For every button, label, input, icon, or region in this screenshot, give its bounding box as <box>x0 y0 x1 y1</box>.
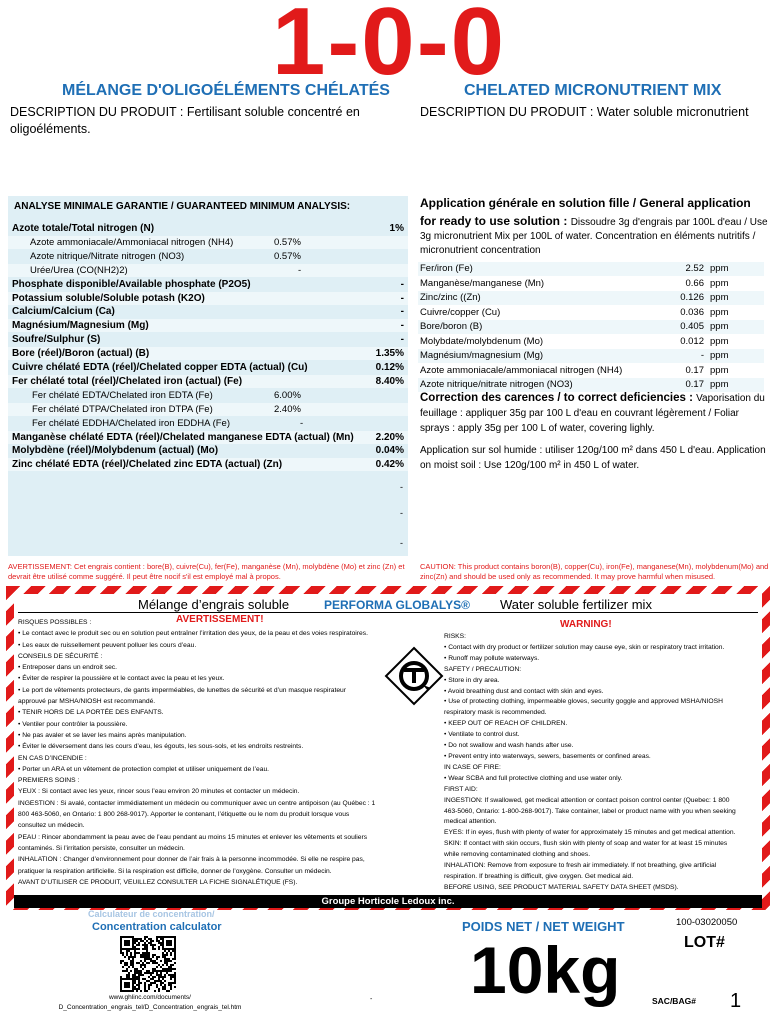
toxic-hazard-icon <box>384 646 444 706</box>
analysis-row <box>8 222 408 235</box>
analysis-dash-2: - <box>400 508 403 518</box>
safety-line: INGESTION : Si avalé, contacter immédiatement un médecin ou communiquer avec un centre antipoison (au Québec : 1 <box>18 799 376 807</box>
ppm-value: 0.66 <box>685 277 704 289</box>
correction-line3: sprays : apply 35g per 100 L of water, covering lighly. <box>420 423 655 434</box>
bottom-dash: - <box>370 996 373 1003</box>
analysis-label: Molybdène (réel)/Molybdenum (actual) (Mo) <box>12 445 219 457</box>
ppm-row <box>418 349 764 363</box>
ppm-unit: ppm <box>710 350 729 361</box>
analysis-row <box>8 347 408 360</box>
ppm-value: 0.012 <box>680 335 704 347</box>
analysis-value: - <box>400 306 404 318</box>
analysis-sub-value: 6.00% <box>274 389 301 401</box>
safety-line: INHALATION : Changer d’environnement pour donner de l’air frais à la personne incommodée. Si elle ne respire pas, <box>18 856 365 864</box>
analysis-value: 0.04% <box>375 445 404 457</box>
net-weight-label: POIDS NET / NET WEIGHT <box>462 919 625 934</box>
safety-line: • Avoid breathing dust and contact with skin and eyes. <box>444 687 604 695</box>
analysis-value: - <box>400 334 404 346</box>
company-footer: Groupe Horticole Ledoux inc. <box>14 895 762 908</box>
analysis-sub-value: 2.40% <box>274 403 301 415</box>
safety-line: contaminés. Si l’irritation persiste, consulter un médecin. <box>18 844 185 852</box>
product-title-fr: MÉLANGE D'OLIGOÉLÉMENTS CHÉLATÉS <box>62 82 390 99</box>
ppm-row <box>418 378 764 392</box>
analysis-row <box>8 319 408 332</box>
ppm-unit: ppm <box>710 364 729 376</box>
safety-line: PEAU : Rincer abondamment la peau avec de l’eau pendant au moins 15 minutes et enlever les vêtements et souliers <box>18 833 368 841</box>
safety-line: • Ventiler pour contrôler la poussière. <box>18 720 128 728</box>
analysis-row <box>8 389 408 402</box>
analysis-row <box>8 278 408 291</box>
safety-line: • Éviter de respirer la poussière et le contact avec la peau et les yeux. <box>18 675 225 683</box>
safety-line: • Ne pas avaler et se laver les mains après manipulation. <box>18 731 187 739</box>
ppm-value: 0.405 <box>680 321 704 332</box>
calculator-label: Concentration calculator <box>92 921 222 933</box>
ppm-unit: ppm <box>710 321 729 332</box>
safety-line: respiration. If breathing is difficult, give oxygen. Get medical aid. <box>444 872 634 880</box>
calculator-url-line1[interactable]: www.ghlinc.com/documents/ <box>108 994 191 1001</box>
ppm-label: Bore/boron (B) <box>420 321 483 332</box>
product-code: 100-03020050 <box>676 917 738 928</box>
safety-line: approuvé par MSHA/NIOSH est recommandé. <box>18 698 156 706</box>
ppm-row <box>418 364 764 378</box>
description-fr-line1: DESCRIPTION DU PRODUIT : Fertilisant soluble concentré en <box>10 105 360 119</box>
analysis-value: 0.42% <box>375 459 404 471</box>
correction-line2: feuillage : appliquer 35g par 100 L d'eau en couvrant légèrement / Foliar <box>420 408 739 419</box>
analysis-label: Urée/Urea (CO(NH2)2) <box>30 264 128 276</box>
correction-text: Vaporisation du <box>696 393 765 404</box>
safety-line: • Runoff may pollute waterways. <box>444 654 540 662</box>
analysis-row <box>8 375 408 388</box>
safety-line: RISQUES POSSIBLES : <box>18 619 92 626</box>
safety-line: • Les eaux de ruissellement peuvent polluer les cours d’eau. <box>18 641 197 649</box>
analysis-label: Bore (réel)/Boron (actual) (B) <box>12 348 150 360</box>
correction-heading: Correction des carences / to correct deficiencies : <box>420 392 697 404</box>
analysis-label: Cuivre chélaté EDTA (réel)/Chelated copper EDTA (actual) (Cu) <box>12 362 308 373</box>
application-dose-fr: Dissoudre 3g d'engrais par 100L d'eau / Use <box>570 217 768 228</box>
ppm-value: 0.17 <box>685 364 704 376</box>
ppm-label: Molybdate/molybdenum (Mo) <box>420 335 544 347</box>
analysis-row <box>8 361 408 374</box>
application-heading-line2 <box>420 214 768 228</box>
safety-line: IN CASE OF FIRE: <box>444 763 501 771</box>
safety-line: YEUX : Si contact avec les yeux, rincer sous l’eau environ 20 minutes et contacter un médecin. <box>18 788 300 796</box>
analysis-row <box>8 305 408 318</box>
safety-line: • Store in dry area. <box>444 676 500 684</box>
safety-line: INHALATION: Remove from exposure to fresh air immediately. If not breathing, give artificial <box>444 862 717 870</box>
analysis-value: 1% <box>389 223 404 234</box>
analysis-row <box>8 444 408 457</box>
safety-line: • Contact with dry product or fertilizer solution may cause eye, skin or respiratory tract irritation. <box>444 643 725 651</box>
warning-fr-line2: devrait être utilisé comme suggéré. Il peut être nocif s'il est employé mal à propos. <box>8 572 281 581</box>
safety-line: • Porter un ARA et un vêtement de protection complet et utiliser uniquement de l’eau. <box>18 765 270 773</box>
warning-fr-line1: AVERTISSEMENT: Cet engrais contient : bore(B), cuivre(Cu), fer(Fe), manganèse (Mn), molybdène (Mo) et zinc (Zn) et <box>8 562 405 571</box>
safety-line: EN CAS D’INCENDIE : <box>18 754 87 762</box>
analysis-value: 8.40% <box>375 375 404 387</box>
caution-en-line2: zinc(Zn) and should be used only as recommended. It may prove harmful when misused. <box>420 572 716 581</box>
analysis-row <box>8 431 408 444</box>
analysis-value: - <box>400 292 404 304</box>
safety-line: • Wear SCBA and full protective clothing and use water only. <box>444 774 623 782</box>
analysis-value: - <box>400 320 404 332</box>
analysis-label: Magnésium/Magnesium (Mg) <box>12 320 149 332</box>
safety-line: INGESTION: If swallowed, get medical attention or contact poison control center (Quebec: 1 800 <box>444 796 730 804</box>
analysis-label: Fer chélaté EDTA/Chelated iron EDTA (Fe) <box>32 389 213 401</box>
ppm-unit: ppm <box>710 277 729 289</box>
safety-line: AVANT D’UTILISER CE PRODUIT, VEUILLEZ CONSULTER LA FICHE SIGNALÉTIQUE (FS). <box>18 878 298 886</box>
analysis-label: Phosphate disponible/Available phosphate (P2O5) <box>12 278 251 290</box>
analysis-value: 0.12% <box>375 362 404 373</box>
analysis-label: Potassium soluble/Soluble potash (K2O) <box>12 292 205 304</box>
ppm-value: - <box>700 350 704 361</box>
soil-line2: on moist soil : Use 120g/100 m² in 450 L of water. <box>420 460 640 471</box>
safety-line: 800 463-5060, en Ontario: 1 800 268-9017). Apporter le contenant, l’étiquette ou le nom du produit lorsque vous <box>18 811 350 819</box>
warning-title-fr: AVERTISSEMENT! <box>176 614 264 625</box>
safety-text-en <box>444 632 736 894</box>
bag-number: 1 <box>730 990 742 1012</box>
qr-code-icon[interactable] <box>120 936 176 992</box>
application-heading-bold: for ready to use solution : <box>420 214 571 228</box>
safety-line: CONSEILS DE SÉCURITÉ : <box>18 652 103 660</box>
analysis-dash-3: - <box>400 538 403 548</box>
analysis-row <box>8 292 408 305</box>
ppm-label: Azote nitrique/nitrate nitrogen (NO3) <box>420 379 573 390</box>
product-title-en: CHELATED MICRONUTRIENT MIX <box>464 82 722 99</box>
analysis-sub-value: 0.57% <box>274 250 301 262</box>
ppm-label: Fer/iron (Fe) <box>420 263 473 274</box>
safety-line: medical attention. <box>444 818 497 826</box>
analysis-heading: ANALYSE MINIMALE GARANTIE / GUARANTEED MINIMUM ANALYSIS: <box>14 201 351 212</box>
safety-line: • Entreposer dans un endroit sec. <box>18 664 117 672</box>
safety-line: BEFORE USING, SEE PRODUCT MATERIAL SAFETY DATA SHEET (MSDS). <box>444 883 679 891</box>
application-heading-line1: Application générale en solution fille / General application <box>420 196 751 210</box>
analysis-label: Fer chélaté DTPA/Chelated iron DTPA (Fe) <box>32 403 213 415</box>
ppm-row <box>418 320 764 334</box>
analysis-label: Soufre/Sulphur (S) <box>12 334 101 346</box>
analysis-value: 1.35% <box>375 348 404 360</box>
safety-line: • Use of protecting clothing, impermeable gloves, security goggle and approved MSHA/NIOSH <box>444 698 723 706</box>
analysis-sub-value: 0.57% <box>274 236 301 248</box>
analysis-row <box>8 417 408 430</box>
safety-line: consultez un médecin. <box>18 822 85 830</box>
safety-line: while removing contaminated clothing and shoes. <box>444 851 591 859</box>
calculator-url-line2[interactable]: D_Concentration_engrais_tel/D_Concentration_engrais_tel.htm <box>58 1004 242 1011</box>
analysis-row <box>8 403 408 416</box>
lot-label: LOT# <box>684 934 725 951</box>
ppm-row <box>418 262 764 276</box>
ppm-unit: ppm <box>710 306 729 318</box>
analysis-row <box>8 264 408 277</box>
analysis-sub-value: - <box>300 417 304 429</box>
brand-name: PERFORMA GLOBALYS® <box>324 598 470 612</box>
safety-title-en: Water soluble fertilizer mix <box>500 597 652 612</box>
description-fr-line2: oligoéléments. <box>10 122 91 136</box>
analysis-label: Fer chélaté total (réel)/Chelated iron (actual) (Fe) <box>12 375 243 387</box>
safety-line: SKIN: If contact with skin occurs, flush skin with plenty of soap and water for at least 15 minutes <box>444 840 728 848</box>
analysis-label: Manganèse chélaté EDTA (réel)/Chelated manganese EDTA (actual) (Mn) <box>12 431 354 443</box>
application-line4: micronutrient concentration <box>420 245 541 256</box>
safety-line: PREMIERS SOINS : <box>18 777 80 785</box>
safety-line: RISKS: <box>444 633 466 640</box>
safety-line: • Le port de vêtements protecteurs, de gants imperméables, de lunettes de sécurité et d’un masque respirateur <box>18 686 346 694</box>
net-weight-value: 10kg <box>470 933 621 1007</box>
ppm-unit: ppm <box>710 379 729 390</box>
analysis-row <box>8 333 408 346</box>
analysis-row <box>8 458 408 471</box>
bag-label: SAC/BAG# <box>652 996 696 1006</box>
ppm-unit: ppm <box>710 292 729 303</box>
ppm-label: Magnésium/magnesium (Mg) <box>420 350 544 361</box>
safety-line: 463-5060, Ontario: 1-800-268-9017). Take container, label or product name with you when seeking <box>444 807 736 815</box>
safety-line: FIRST AID: <box>444 785 478 793</box>
safety-line: respiratory mask is recommended. <box>444 709 547 717</box>
analysis-dash-1: - <box>400 482 403 492</box>
analysis-sub-value: - <box>298 264 302 276</box>
ppm-value: 0.17 <box>685 379 704 390</box>
analysis-label: Fer chélaté EDDHA/Chelated iron EDDHA (Fe) <box>32 417 230 429</box>
safety-line: • Do not swallow and wash hands after use. <box>444 742 574 750</box>
ppm-label: Zinc/zinc ((Zn) <box>420 292 481 303</box>
description-en: DESCRIPTION DU PRODUIT : Water soluble micronutrient <box>420 105 749 119</box>
analysis-label: Calcium/Calcium (Ca) <box>12 306 115 318</box>
safety-line: • Éviter le déversement dans les cours d’eau, les égouts, les sous-sols, et les endroits restreints. <box>18 743 304 751</box>
safety-divider <box>18 612 758 613</box>
analysis-label: Azote ammoniacale/Ammoniacal nitrogen (NH4) <box>30 236 234 248</box>
ppm-unit: ppm <box>710 335 729 347</box>
ppm-row <box>418 277 764 291</box>
caution-en-line1: CAUTION: This product contains boron(B), copper(Cu), iron(Fe), manganese(Mn), molybdenum(Mo) and <box>420 562 769 571</box>
analysis-label: Azote nitrique/Nitrate nitrogen (NO3) <box>30 250 185 262</box>
analysis-row <box>8 250 408 263</box>
calculator-faded-label: Calculateur de concentration/ <box>88 909 215 919</box>
ppm-label: Manganèse/manganese (Mn) <box>420 277 545 289</box>
safety-line: • KEEP OUT OF REACH OF CHILDREN. <box>444 720 568 728</box>
ppm-value: 0.036 <box>680 306 704 318</box>
safety-line: • Prevent entry into waterways, sewers, basements or confined areas. <box>444 752 651 760</box>
analysis-label: Zinc chélaté EDTA (réel)/Chelated zinc EDTA (actual) (Zn) <box>12 459 283 471</box>
correction-line1 <box>420 392 765 404</box>
analysis-value: - <box>400 278 404 290</box>
application-line3: 3g micronutrient Mix per 100L of water. Concentration en éléments nutritifs / <box>420 231 756 242</box>
safety-text-fr <box>18 617 375 888</box>
safety-line: EYES: If in eyes, flush with plenty of water for approximately 15 minutes and get medical attention. <box>444 829 736 837</box>
ppm-unit: ppm <box>710 263 729 274</box>
ppm-value: 0.126 <box>680 292 704 303</box>
safety-line: pratiquer la respiration artificielle. Si la respiration est difficile, donner de l’oxygène. Consulter un médecin. <box>18 867 332 875</box>
safety-title-fr: Mélange d’engrais soluble <box>138 597 290 612</box>
warning-title-en: WARNING! <box>560 619 612 630</box>
analysis-value: 2.20% <box>375 431 404 443</box>
safety-line: • TENIR HORS DE LA PORTÉE DES ENFANTS. <box>18 709 164 717</box>
ppm-label: Azote ammoniacale/ammoniacal nitrogen (NH4) <box>420 364 623 376</box>
analysis-label: Azote totale/Total nitrogen (N) <box>12 223 155 234</box>
soil-line1: Application sur sol humide : utiliser 120g/100 m² dans 450 L d'eau. Application <box>420 445 766 456</box>
safety-line: SAFETY / PRECAUTION: <box>444 665 522 673</box>
analysis-row <box>8 236 408 249</box>
ppm-row <box>418 335 764 349</box>
safety-line: • Ventilate to control dust. <box>444 731 520 739</box>
ppm-row <box>418 291 764 305</box>
ppm-value: 2.52 <box>685 263 704 274</box>
ppm-label: Cuivre/copper (Cu) <box>420 306 501 318</box>
product-grade-title: 1-0-0 <box>271 0 507 95</box>
ppm-row <box>418 306 764 320</box>
safety-line: • Le contact avec le produit sec ou en solution peut entraîner l’irritation des yeux, de la peau et des voies respiratoires. <box>18 630 368 638</box>
